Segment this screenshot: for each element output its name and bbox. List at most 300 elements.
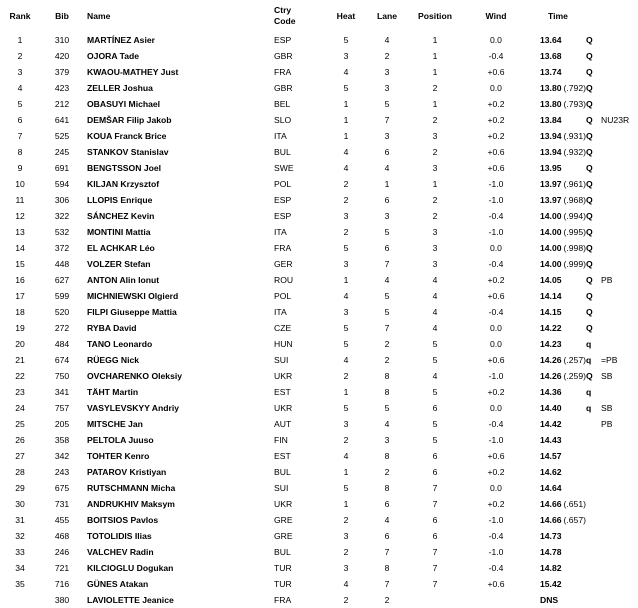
position-cell: 7 [432,579,438,589]
wind-cell: -0.4 [488,51,504,61]
table-row [0,464,638,480]
position-cell: 7 [432,563,438,573]
qualification-mark [586,544,601,560]
bib-cell: 691 [54,163,70,173]
wind-cell: +0.6 [487,147,505,157]
country-code: GRE [274,531,293,541]
heat-cell: 3 [343,51,349,61]
rank-cell: 27 [15,451,25,461]
time-cell [530,288,586,304]
qualification-mark: Q [586,67,593,77]
time-cell [530,448,586,464]
rank-cell: 9 [17,163,23,173]
time-cell [530,112,586,128]
athlete-name: VOLZER Stefan [87,259,151,269]
time-value: 13.97 [540,179,562,189]
country-code: ESP [274,211,292,221]
time-cell [530,320,586,336]
heat-cell: 1 [343,387,349,397]
lane-cell: 6 [384,147,390,157]
time-cell [530,240,586,256]
athlete-name: OJORA Tade [87,51,140,61]
time-cell [530,512,586,528]
time-value: 14.82 [540,563,562,573]
position-cell: 4 [432,291,438,301]
country-code: EST [274,451,291,461]
time-cell [530,224,586,240]
record-note [601,464,638,480]
record-note [601,80,638,96]
wind-cell: +0.6 [487,163,505,173]
bib-cell: 322 [54,211,70,221]
wind-cell: -0.4 [488,531,504,541]
time-value: 13.97 [540,195,562,205]
qualification-mark: Q [586,179,593,189]
country-code: FIN [274,435,288,445]
bib-cell: 243 [54,467,70,477]
position-cell: 6 [432,467,438,477]
heat-cell: 2 [343,595,349,605]
wind-cell: -1.0 [488,435,504,445]
tiebreak-value: (.932) [563,147,586,157]
table-row [0,496,638,512]
athlete-name: STANKOV Stanislav [87,147,169,157]
time-value: 14.22 [540,323,562,333]
bib-cell: 757 [54,403,70,413]
rank-cell: 14 [15,243,25,253]
header-name-label: Name [87,10,111,21]
heat-cell: 4 [343,291,349,301]
rank-cell: 7 [17,131,23,141]
lane-cell: 7 [384,115,390,125]
record-note [601,320,638,336]
athlete-name: PATAROV Kristiyan [87,467,167,477]
table-row [0,528,638,544]
wind-cell: 0.0 [490,243,502,253]
bib-cell: 420 [54,51,70,61]
bib-cell: 716 [54,579,70,589]
record-note [601,592,638,608]
wind-cell: -0.4 [488,419,504,429]
time-value: 14.00 [540,227,562,237]
wind-cell: -1.0 [488,371,504,381]
wind-cell: -0.4 [488,563,504,573]
lane-cell: 2 [384,355,390,365]
rank-cell: 1 [17,35,23,45]
wind-cell: +0.2 [487,467,505,477]
athlete-name: OBASUYI Michael [87,99,161,109]
position-cell: 7 [432,547,438,557]
heat-cell: 3 [343,531,349,541]
table-row [0,96,638,112]
qualification-mark: Q [586,307,593,317]
rank-cell: 20 [15,339,25,349]
header-country [274,0,326,32]
country-code: UKR [274,403,293,413]
country-code: SWE [274,163,294,173]
record-note [601,448,638,464]
position-cell: 4 [432,307,438,317]
time-value: 14.00 [540,211,562,221]
position-cell: 6 [432,531,438,541]
header-note [601,0,638,32]
record-note [601,544,638,560]
bib-cell: 721 [54,563,70,573]
heat-cell: 3 [343,563,349,573]
athlete-name: LAVIOLETTE Jeanice [87,595,174,605]
bib-cell: 205 [54,419,70,429]
heat-cell: 2 [343,435,349,445]
bib-cell: 245 [54,147,70,157]
time-cell [530,128,586,144]
bib-cell: 484 [54,339,70,349]
qualification-mark: Q [586,227,593,237]
position-cell: 6 [432,515,438,525]
header-wind: Wind [485,10,507,21]
wind-cell [462,592,530,608]
lane-cell: 5 [384,403,390,413]
lane-cell: 4 [384,163,390,173]
tiebreak-value: (.931) [563,131,586,141]
country-code: POL [274,179,292,189]
time-cell [530,208,586,224]
heat-cell: 1 [343,131,349,141]
athlete-name: BENGTSSON Joel [87,163,162,173]
rank-cell: 19 [15,323,25,333]
bib-cell: 380 [54,595,70,605]
bib-cell: 341 [54,387,70,397]
bib-cell: 520 [54,307,70,317]
tiebreak-value: (.961) [563,179,586,189]
rank-cell: 22 [15,371,25,381]
lane-cell: 5 [384,291,390,301]
heat-cell: 2 [343,227,349,237]
position-cell: 3 [432,227,438,237]
table-row [0,384,638,400]
heat-cell: 3 [343,211,349,221]
country-code: GBR [274,83,293,93]
record-note [601,560,638,576]
country-code: GER [274,259,293,269]
country-code: HUN [274,339,293,349]
athlete-name: KILCIOGLU Dogukan [87,563,174,573]
tiebreak-value: (.995) [563,227,586,237]
wind-cell: 0.0 [490,35,502,45]
table-row [0,240,638,256]
heat-cell: 4 [343,67,349,77]
lane-cell: 7 [384,259,390,269]
athlete-name: BOITSIOS Pavlos [87,515,159,525]
qualification-mark: q [586,339,592,349]
wind-cell: -1.0 [488,179,504,189]
country-code: ITA [274,227,287,237]
lane-cell: 3 [384,435,390,445]
country-code: POL [274,291,292,301]
time-cell [530,48,586,64]
athlete-name: TOHTER Kenro [87,451,150,461]
heat-cell: 5 [343,83,349,93]
athlete-name: PELTOLA Juuso [87,435,154,445]
time-value: 14.62 [540,467,562,477]
record-note [601,480,638,496]
table-row [0,208,638,224]
athlete-name: KILJAN Krzysztof [87,179,160,189]
rank-cell: 21 [15,355,25,365]
time-value: 14.57 [540,451,562,461]
country-code: TUR [274,563,292,573]
rank-cell: 24 [15,403,25,413]
qualification-mark: Q [586,99,593,109]
lane-cell: 7 [384,579,390,589]
time-value: 13.68 [540,51,562,61]
rank-cell: 26 [15,435,25,445]
wind-cell: 0.0 [490,403,502,413]
heat-cell: 1 [343,99,349,109]
wind-cell: -1.0 [488,515,504,525]
wind-cell: 0.0 [490,339,502,349]
heat-cell: 1 [343,115,349,125]
time-value: 14.00 [540,243,562,253]
table-row [0,320,638,336]
record-note: NU23R [601,115,630,125]
heat-cell: 5 [343,483,349,493]
tiebreak-value: (.999) [563,259,586,269]
position-cell: 5 [432,435,438,445]
record-note [601,48,638,64]
record-note [601,32,638,48]
country-code: AUT [274,419,292,429]
time-value: 14.05 [540,275,562,285]
qualification-mark: Q [586,51,593,61]
rank-cell [0,592,40,608]
tiebreak-value: (.657) [563,515,586,525]
bib-cell: 448 [54,259,70,269]
bib-cell: 212 [54,99,70,109]
table-row [0,336,638,352]
time-value: 15.42 [540,579,562,589]
bib-cell: 675 [54,483,70,493]
record-note [601,192,638,208]
time-cell [530,304,586,320]
qualification-mark [586,432,601,448]
table-row [0,416,638,432]
record-note [601,96,638,112]
record-note [601,496,638,512]
position-cell: 3 [432,259,438,269]
rank-cell: 13 [15,227,25,237]
time-cell [530,64,586,80]
position-cell: 2 [432,115,438,125]
lane-cell: 4 [384,275,390,285]
time-cell [530,576,586,592]
time-cell [530,32,586,48]
position-cell: 5 [432,419,438,429]
athlete-name: DEMŠAR Filip Jakob [87,115,172,125]
lane-cell: 7 [384,323,390,333]
country-code: SUI [274,355,289,365]
rank-cell: 23 [15,387,25,397]
lane-cell: 6 [384,499,390,509]
qualification-mark [586,448,601,464]
heat-cell: 1 [343,275,349,285]
position-cell: 1 [432,99,438,109]
bib-cell: 599 [54,291,70,301]
position-cell: 2 [432,147,438,157]
rank-cell: 35 [15,579,25,589]
country-code: ESP [274,195,292,205]
heat-cell: 1 [343,499,349,509]
time-value: 14.36 [540,387,562,397]
time-cell [530,528,586,544]
country-code: BEL [274,99,291,109]
rank-cell: 3 [17,67,23,77]
lane-cell: 8 [384,371,390,381]
bib-cell: 627 [54,275,70,285]
athlete-name: GÜNES Atakan [87,579,149,589]
time-cell [530,144,586,160]
heat-cell: 2 [343,515,349,525]
wind-cell: -1.0 [488,195,504,205]
position-cell: 7 [432,483,438,493]
tiebreak-value: (.793) [563,99,586,109]
athlete-name: EL ACHKAR Léo [87,243,155,253]
table-row [0,176,638,192]
heat-cell: 4 [343,355,349,365]
wind-cell: 0.0 [490,483,502,493]
bib-cell: 750 [54,371,70,381]
rank-cell: 31 [15,515,25,525]
country-code: BUL [274,467,291,477]
position-cell: 6 [432,451,438,461]
country-code: TUR [274,579,292,589]
tiebreak-value: (.998) [563,243,586,253]
lane-cell: 3 [384,211,390,221]
rank-cell: 8 [17,147,23,157]
position-cell: 3 [432,243,438,253]
time-value: 14.73 [540,531,562,541]
heat-cell: 5 [343,35,349,45]
qualification-mark: Q [586,115,593,125]
time-value: 14.26 [540,371,562,381]
table-row [0,64,638,80]
bib-cell: 358 [54,435,70,445]
qualification-mark: Q [586,259,593,269]
wind-cell: +0.6 [487,67,505,77]
time-cell [530,560,586,576]
athlete-name: MITSCHE Jan [87,419,143,429]
table-row [0,304,638,320]
athlete-name: VASYLEVSKYY Andriy [87,403,180,413]
heat-cell: 5 [343,403,349,413]
country-code: FRA [274,67,292,77]
table-row [0,592,638,608]
tiebreak-value: (.259) [563,371,586,381]
wind-cell: +0.6 [487,579,505,589]
athlete-name: MICHNIEWSKI Olgierd [87,291,179,301]
qualification-mark [586,528,601,544]
country-code: UKR [274,499,293,509]
record-note [601,176,638,192]
tiebreak-value: (.968) [563,195,586,205]
table-row [0,288,638,304]
position-cell: 1 [432,51,438,61]
record-note [601,528,638,544]
table-row [0,512,638,528]
qualification-mark: Q [586,371,593,381]
wind-cell: -0.4 [488,211,504,221]
qualification-mark: Q [586,163,593,173]
heat-cell: 4 [343,147,349,157]
lane-cell: 8 [384,563,390,573]
table-row [0,272,638,288]
rank-cell: 4 [17,83,23,93]
time-cell [530,352,586,368]
time-cell [530,192,586,208]
time-cell [530,416,586,432]
table-row [0,352,638,368]
time-cell [530,256,586,272]
lane-cell: 7 [384,547,390,557]
table-row [0,48,638,64]
lane-cell: 2 [384,595,390,605]
bib-cell: 468 [54,531,70,541]
heat-cell: 2 [343,195,349,205]
athlete-name: MARTÍNEZ Asier [87,35,155,45]
position-cell: 5 [432,339,438,349]
wind-cell: +0.2 [487,275,505,285]
time-cell [530,464,586,480]
lane-cell: 2 [384,51,390,61]
time-value: 14.26 [540,355,562,365]
time-value: 14.66 [540,515,562,525]
country-code: BUL [274,547,291,557]
country-code: GBR [274,51,293,61]
wind-cell: +0.6 [487,355,505,365]
athlete-name: ANDRUKHIV Maksym [87,499,175,509]
time-value: 14.43 [540,435,562,445]
rank-cell: 2 [17,51,23,61]
position-cell: 1 [432,67,438,77]
position-cell: 3 [432,163,438,173]
rank-cell: 5 [17,99,23,109]
time-cell [530,368,586,384]
rank-cell: 33 [15,547,25,557]
lane-cell: 8 [384,387,390,397]
time-value: DNS [540,595,559,605]
athlete-name: KWAOU-MATHEY Just [87,67,179,77]
athlete-name: KOUA Franck Brice [87,131,167,141]
country-code: ITA [274,307,287,317]
wind-cell: -1.0 [488,227,504,237]
athlete-name: RÜEGG Nick [87,355,140,365]
athlete-name: ZELLER Joshua [87,83,153,93]
country-code: ROU [274,275,294,285]
athlete-name: TOTOLIDIS Ilias [87,531,152,541]
bib-cell: 310 [54,35,70,45]
qualification-mark: Q [586,83,593,93]
tiebreak-value: (.792) [563,83,586,93]
rank-cell: 29 [15,483,25,493]
lane-cell: 2 [384,339,390,349]
record-note [601,256,638,272]
tiebreak-value: (.651) [563,499,586,509]
record-note [601,208,638,224]
wind-cell: +0.2 [487,499,505,509]
rank-cell: 17 [15,291,25,301]
lane-cell: 4 [384,515,390,525]
record-note [601,128,638,144]
record-note [601,576,638,592]
